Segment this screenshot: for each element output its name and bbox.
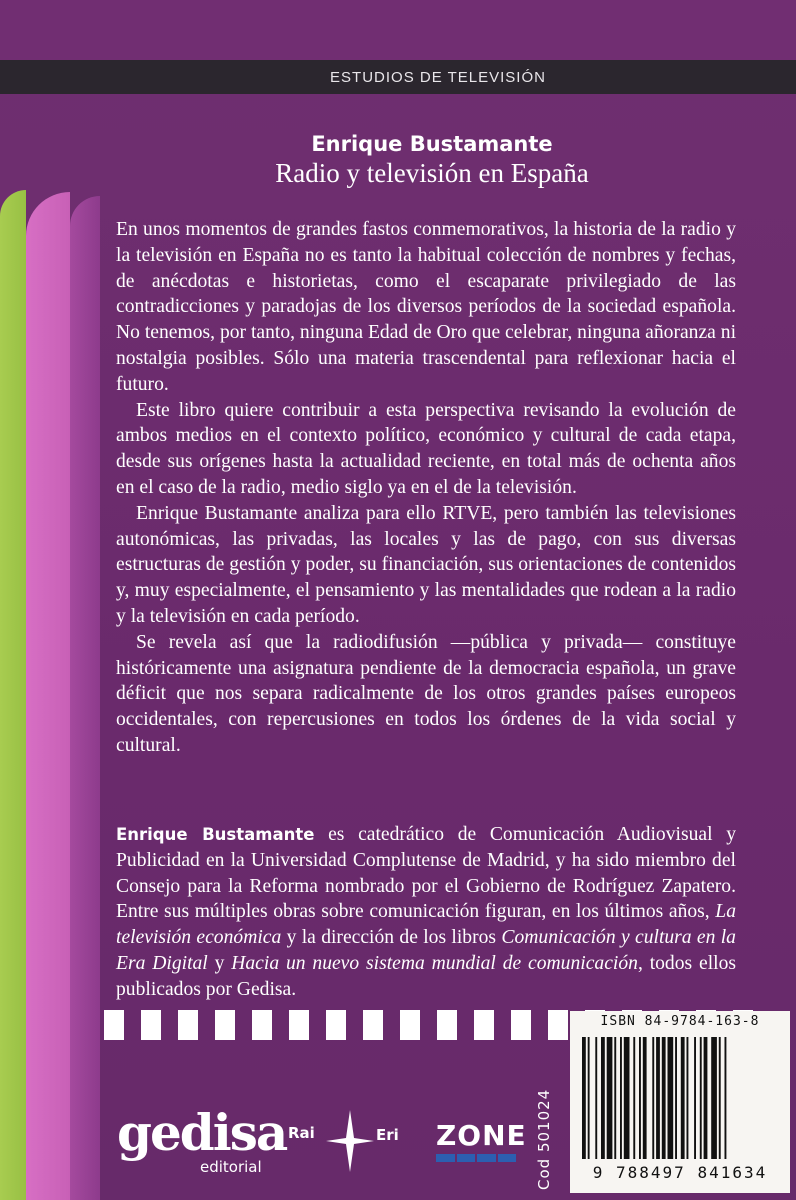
film-hole	[326, 1010, 346, 1040]
decorative-stripe-green	[0, 190, 26, 1200]
bio-work-title: Comunicación y cultura en la Era Digital	[116, 927, 736, 974]
decorative-stripe-dark-pink	[70, 196, 100, 1200]
zone-logo	[436, 1118, 527, 1164]
author-bio	[116, 822, 736, 1003]
rai-logo: Rai	[288, 1124, 315, 1142]
synopsis-paragraph: En unos momentos de grandes fastos conmemorativos, la historia de la radio y la televisión en España no es tanto la habitual colección de nombres y fechas, de anécdotas e historietas, como el escaparate privilegiado de las contradicciones y paradojas de los diversos períodos de la sociedad española. No tenemos, por tanto, ninguna Edad de Oro que celebrar, ninguna añoranza ni nostalgia posibles. Sólo una materia trascendental para reflexionar hacia el futuro.	[116, 219, 737, 395]
series-bar	[0, 60, 796, 94]
top-band	[0, 0, 796, 60]
bio-text: y la dirección de los libros	[281, 927, 502, 949]
eri-logo: Eri	[376, 1126, 399, 1144]
editorial-label: editorial	[200, 1158, 262, 1176]
film-hole	[141, 1010, 161, 1040]
author-name: Enrique Bustamante	[311, 132, 553, 156]
isbn-label: ISBN 84-9784-163-8	[600, 1014, 760, 1029]
synopsis-paragraph: Este libro quiere contribuir a esta perspectiva revisando la evolución de ambos medios en el contexto político, económico y cultural de cada etapa, desde sus orígenes hasta la actualidad reciente, en total más de ochenta años en el caso de la radio, medio siglo ya en el de la televisión.	[116, 399, 736, 498]
book-title: Radio y televisión en España	[275, 158, 589, 188]
synopsis-paragraph: Enrique Bustamante analiza para ello RTVE, pero también las televisiones autonómicas, las privadas, las locales y las de pago, con sus diversas estructuras de gestión y poder, su financiación, sus orientaciones de contenidos y, muy especialmente, el pensamiento y las mentalidades que rodean a la radio y la televisión en cada período.	[116, 502, 736, 627]
film-hole	[511, 1010, 531, 1040]
film-hole	[474, 1010, 494, 1040]
product-code: Cod 501024	[535, 1088, 553, 1190]
synopsis-paragraph: Se revela así que la radiodifusión —pública y privada— constituye históricamente una asignatura pendiente de la democracia española, un grave déficit que nos separa radicalmente de los otros grandes países europeos occidentales, con repercusiones en todos los órdenes de la vida social y cultural.	[116, 631, 736, 756]
bio-text: es catedrático de Comunicación Audiovisual y Publicidad en la Universidad Complutense de Madrid, y ha sido miembro del Consejo para la Reforma nombrado por el Gobierno de Rodríguez Zapatero. Entre sus múltiples obras sobre comunicación figuran, en los últimos años,	[116, 824, 736, 923]
bio-text: , todos ellos publicados por Gedisa.	[116, 952, 736, 1000]
decorative-stripe-pink	[26, 192, 70, 1200]
barcode-icon	[578, 1037, 782, 1159]
film-hole	[104, 1010, 124, 1040]
film-hole	[252, 1010, 272, 1040]
film-hole	[437, 1010, 457, 1040]
star-mark-icon	[326, 1110, 374, 1172]
series-label: ESTUDIOS DE TELEVISIÓN	[330, 68, 546, 86]
film-hole	[363, 1010, 383, 1040]
zone-logo-text: ZONE	[436, 1119, 527, 1152]
film-hole	[548, 1010, 568, 1040]
gedisa-logo: gedisa	[117, 1103, 287, 1162]
zone-logo-bar	[436, 1154, 516, 1162]
film-hole	[289, 1010, 309, 1040]
bio-paragraph	[116, 822, 736, 1003]
bio-work-title: La televisión económica	[116, 901, 736, 949]
synopsis	[116, 217, 736, 759]
isbn-block	[570, 1011, 790, 1193]
barcode-digits: 9 788497 841634	[592, 1163, 768, 1182]
film-hole	[178, 1010, 198, 1040]
film-hole	[400, 1010, 420, 1040]
bio-author-name: Enrique Bustamante	[116, 825, 315, 844]
bio-work-title: Hacia un nuevo sistema mundial de comunicación	[231, 952, 638, 974]
film-hole	[215, 1010, 235, 1040]
bio-text: y	[207, 952, 232, 974]
